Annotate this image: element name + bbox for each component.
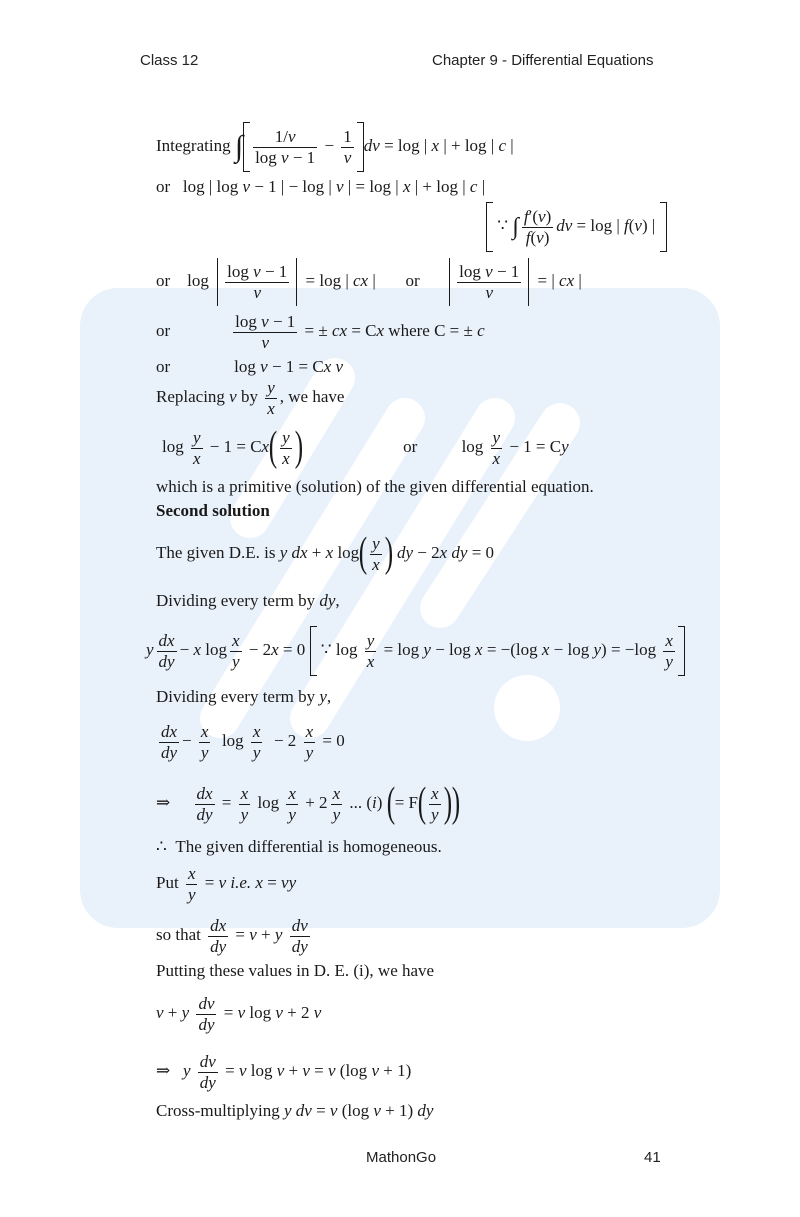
eq-because-integral: ∵ ∫ $\frac{f'(v)}{f(v)}$ dv = log | f(v) | <box>486 202 667 252</box>
eq-log-abs: or log $\frac{\text{log v − 1}}{v}$ = log | cx | or $\frac{\text{log v − 1}}{v}$ = | cx | <box>156 258 582 306</box>
label-or: or <box>403 436 418 456</box>
heading-second-solution: Second solution <box>156 501 270 520</box>
label-or: or <box>156 357 171 376</box>
eq-cxv: or log v − 1 = Cx v <box>156 357 344 376</box>
label-integrating: Integrating <box>156 135 231 155</box>
label-we-have: , we have <box>279 386 345 406</box>
text-primitive: which is a primitive (solution) of the given differential equation. <box>156 477 594 496</box>
header-chapter: Chapter 9 - Differential Equations <box>432 52 654 69</box>
eq-dividing-result: y $\frac{dx}{dy}$ − x log $\frac{x}{y}$ − 2x = 0 ∵ log $\frac{y}{x}$ = log y − log x = −(log x − log y) = −log $\frac{x}{y}$ <box>146 626 685 676</box>
label-dividing-y: Dividing every term by <box>156 687 316 706</box>
label-where: where <box>388 320 430 340</box>
eq-put: Put $\frac{x}{y}$ = v i.e. x = vy <box>156 864 297 904</box>
eq-implies-dx-dy: ⇒ $\frac{dx}{dy}$ = $\frac{x}{y}$ log $\frac{x}{y}$ + 2 $\frac{x}{y}$ ... (i) (= F( $\frac{x}{y}$ )) <box>156 780 460 827</box>
label-replacing: Replacing <box>156 386 225 406</box>
label-dividing-dy: Dividing every term by <box>156 591 316 610</box>
eq-log-y-over-x: log $\frac{y}{x}$ − 1 = Cx( $\frac{y}{x}$ ) or log $\frac{y}{x}$ − 1 = Cy <box>162 424 569 471</box>
label-so-that: so that <box>156 924 201 944</box>
footer-page-number: 41 <box>644 1149 661 1166</box>
label-homogeneous: The given differential is homogeneous. <box>175 837 442 856</box>
label-or: or <box>156 320 171 340</box>
label-cross: Cross-multiplying <box>156 1101 280 1120</box>
eq-replacing: Replacing v by $\frac{y}{x}$ , we have <box>156 378 345 418</box>
eq-so-that: so that $\frac{dx}{dy}$ = v + y $\frac{dv}{dy}$ <box>156 916 308 956</box>
eq-pm-cx: or $\frac{\text{log v − 1}}{v}$ = ± cx = Cx where C = ± c <box>156 312 485 352</box>
label-given-de: The given D.E. is <box>156 542 276 562</box>
header-class: Class 12 <box>140 52 199 69</box>
eq-log-log: or log | log v − 1 | − log | v | = log | x | + log | c | <box>156 177 486 196</box>
eq-implies-y-dv: ⇒ y $\frac{dv}{dy}$ = v log v + v = v (log v + 1) <box>156 1052 412 1092</box>
label-or: or <box>156 177 171 196</box>
text-homogeneous: ∴ The given differential is homogeneous. <box>156 837 442 856</box>
label-or: or <box>156 270 171 290</box>
text-dividing-dy: Dividing every term by dy, <box>156 591 340 610</box>
label-or: or <box>405 270 420 290</box>
eq-cross-multiplying: Cross-multiplying y dv = v (log v + 1) dy <box>156 1101 434 1120</box>
text-dividing-y: Dividing every term by y, <box>156 687 332 706</box>
text-putting: Putting these values in D. E. (i), we have <box>156 961 435 980</box>
label-put: Put <box>156 872 179 892</box>
footer-brand: MathonGo <box>366 1149 437 1166</box>
eq-integrating: Integrating ∫ $\frac{1/v}{\text{log v − 1}}$ − $\frac{1}{v}$ dv = log | x | + log | c | <box>156 122 514 172</box>
eq-dx-dy-minus: $\frac{dx}{dy}$ − $\frac{x}{y}$ log $\frac{x}{y}$ − 2 $\frac{x}{y}$ = 0 <box>161 722 345 762</box>
label-by: by <box>240 386 258 406</box>
eq-v-plus-y: v + y $\frac{dv}{dy}$ = v log v + 2 v <box>156 994 322 1034</box>
eq-given-de: The given D.E. is y dx + x log( $\frac{y}{x}$ ) dy − 2x dy = 0 <box>156 530 495 577</box>
